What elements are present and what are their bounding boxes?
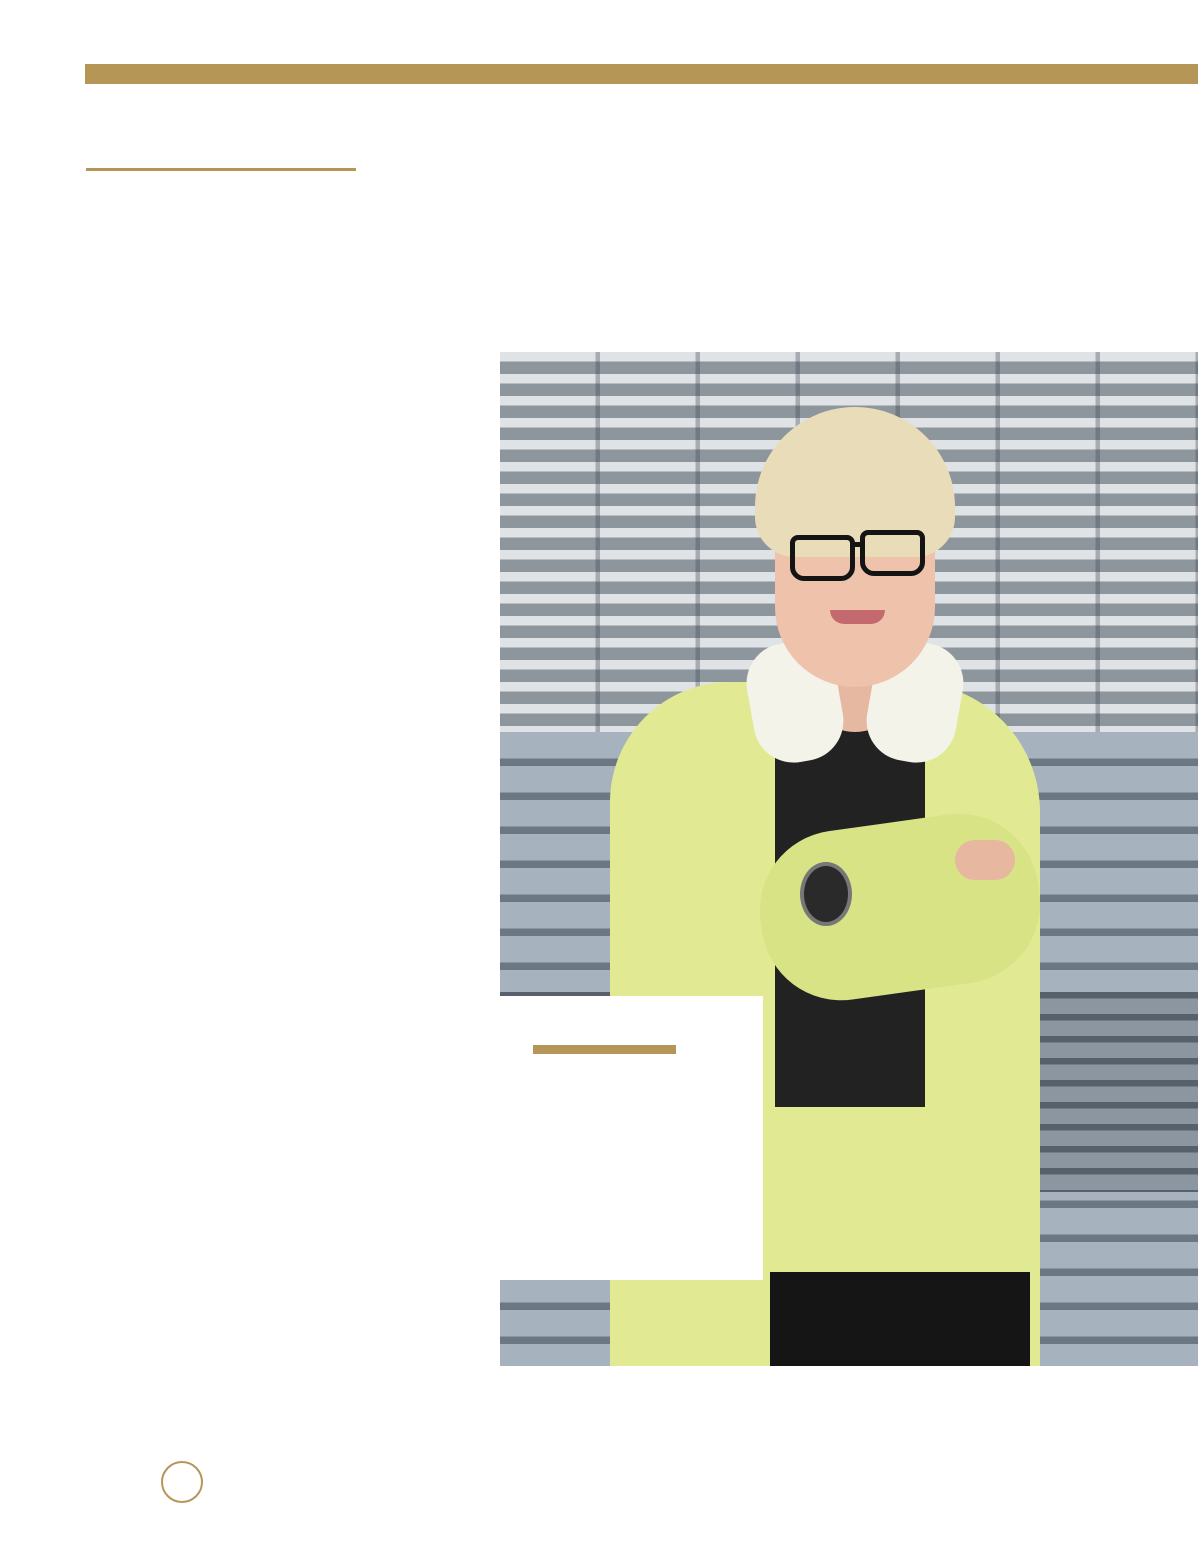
pull-quote-rule bbox=[533, 1045, 676, 1054]
kicker-underline bbox=[86, 168, 356, 171]
glasses bbox=[790, 535, 855, 581]
watch bbox=[800, 862, 852, 926]
top-accent-bar bbox=[85, 64, 1198, 84]
pull-quote-box bbox=[473, 996, 763, 1280]
centenary-logo-icon bbox=[160, 1460, 204, 1504]
